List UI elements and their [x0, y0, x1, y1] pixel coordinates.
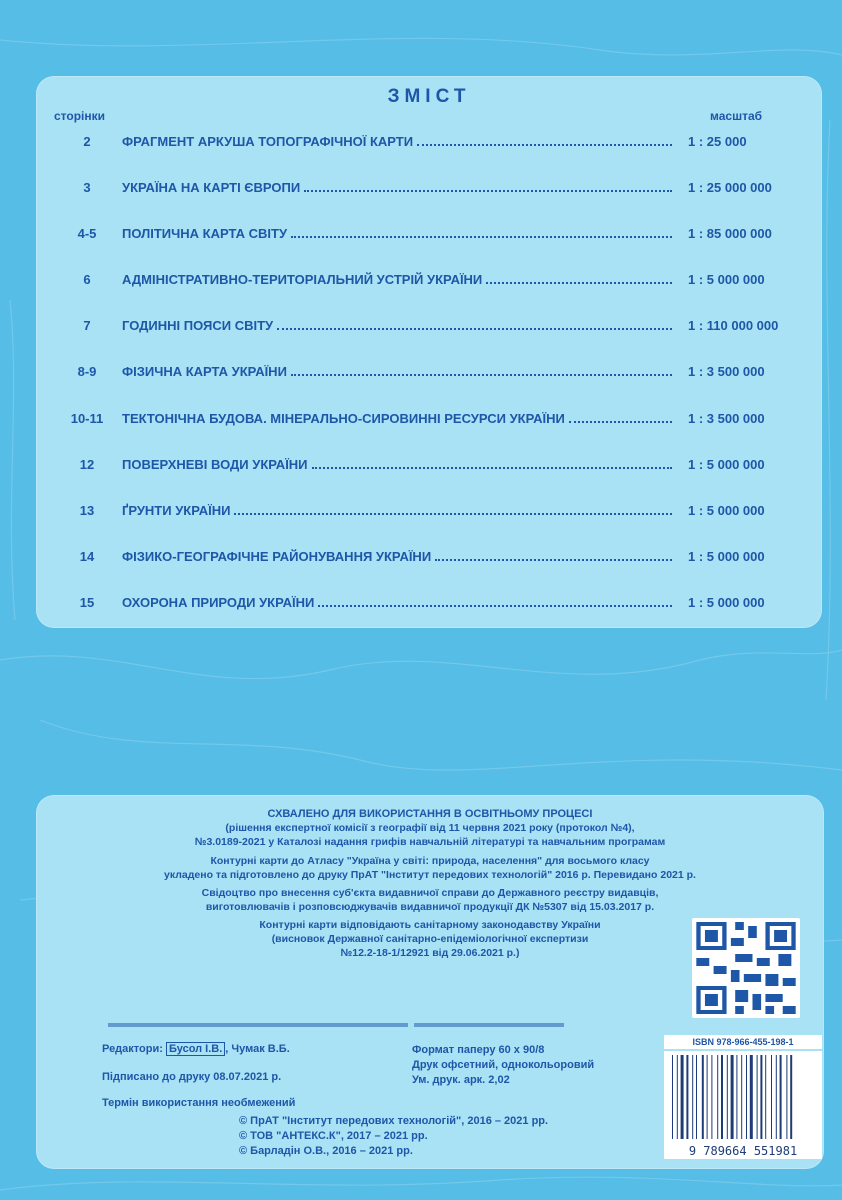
- row-title: ПОВЕРХНЕВІ ВОДИ УКРАЇНИ: [122, 457, 308, 472]
- barcode-bar: [746, 1055, 747, 1139]
- row-title: ПОЛІТИЧНА КАРТА СВІТУ: [122, 226, 288, 241]
- barcode-bar: [760, 1055, 762, 1139]
- row-page: 7: [83, 318, 91, 333]
- dot-leader: [486, 272, 672, 284]
- row-title: ФРАГМЕНТ АРКУША ТОПОГРАФІЧНОЇ КАРТИ: [122, 134, 414, 149]
- barcode-bar: [717, 1055, 718, 1139]
- contents-panel: [36, 76, 822, 628]
- contents-row: [36, 224, 822, 244]
- row-title: ОХОРОНА ПРИРОДИ УКРАЇНИ: [122, 595, 315, 610]
- row-title: ФІЗИКО-ГЕОГРАФІЧНЕ РАЙОНУВАННЯ УКРАЇНИ: [122, 549, 432, 564]
- barcode-bar: [677, 1055, 678, 1139]
- barcode-bar: [696, 1055, 697, 1139]
- certificate-line: Свідоцтво про внесення суб'єкта видавничої справи до Державного реєстру видавців,: [201, 887, 659, 899]
- contents-row: [36, 132, 822, 152]
- row-page: 3: [83, 180, 91, 195]
- barcode-bar: [765, 1055, 766, 1139]
- dot-leader: [318, 595, 672, 607]
- scale-column-header: масштаб: [710, 109, 763, 123]
- certificate-line: виготовлювачів і розповсюджувачів видавничої продукції ДК №5307 від 15.03.2017 р.: [205, 901, 655, 913]
- faded-text-line: [414, 1023, 564, 1027]
- copyright-line: © ТОВ "АНТЕКС.К", 2017 – 2021 рр.: [239, 1130, 428, 1142]
- pages-column-header: сторінки: [54, 109, 106, 123]
- row-scale: 1 : 25 000 000: [688, 180, 772, 195]
- barcode-bar: [727, 1055, 728, 1139]
- faded-text-line: [108, 1023, 408, 1027]
- contents-row: [36, 547, 822, 567]
- row-title: АДМІНІСТРАТИВНО-ТЕРИТОРІАЛЬНИЙ УСТРІЙ УКРАЇНИ: [122, 272, 483, 287]
- row-page: 15: [79, 595, 95, 610]
- dot-leader: [435, 549, 672, 561]
- row-scale: 1 : 5 000 000: [688, 595, 765, 610]
- barcode-bar: [731, 1055, 734, 1139]
- contents-row: [36, 593, 822, 613]
- barcode-bar: [711, 1055, 712, 1139]
- row-page: 6: [83, 272, 91, 287]
- barcode-bar: [776, 1055, 777, 1139]
- dot-leader: [312, 457, 672, 469]
- barcode-bar: [681, 1055, 684, 1139]
- row-scale: 1 : 85 000 000: [688, 226, 772, 241]
- row-scale: 1 : 5 000 000: [688, 272, 765, 287]
- barcode-bar: [686, 1055, 688, 1139]
- row-title: ФІЗИЧНА КАРТА УКРАЇНИ: [122, 364, 287, 379]
- print-type: Друк офсетний, однокольоровий: [412, 1059, 595, 1071]
- sanitary-line: (висновок Державної санітарно-епідеміологічної експертизи: [271, 933, 589, 945]
- contents-title: ЗМІСТ: [387, 86, 471, 107]
- isbn-label: ISBN 978-966-455-198-1: [664, 1035, 822, 1049]
- barcode-bar: [750, 1055, 753, 1139]
- barcode-bar: [786, 1055, 787, 1139]
- signed-date: Підписано до друку 08.07.2021 р.: [102, 1071, 282, 1083]
- barcode-bar: [741, 1055, 742, 1139]
- barcode-bars: [664, 1051, 822, 1143]
- row-scale: 1 : 3 500 000: [688, 364, 765, 379]
- barcode-bar: [672, 1055, 673, 1139]
- dot-leader: [291, 226, 672, 238]
- row-page: 4-5: [77, 226, 97, 241]
- contents-row: [36, 501, 822, 521]
- barcode-bar: [736, 1055, 737, 1139]
- barcode-bar: [771, 1055, 772, 1139]
- qr-code: [692, 918, 800, 1018]
- row-scale: 1 : 5 000 000: [688, 549, 765, 564]
- editors-line: [102, 1043, 290, 1055]
- row-scale: 1 : 5 000 000: [688, 457, 765, 472]
- editors-label: Редактори:: [102, 1043, 163, 1055]
- barcode-bar: [757, 1055, 758, 1139]
- dot-leader: [234, 503, 672, 515]
- row-scale: 1 : 110 000 000: [688, 318, 779, 333]
- row-scale: 1 : 3 500 000: [688, 411, 765, 426]
- approval-detail: №3.0189-2021 у Каталозі надання грифів навчальній літературі та навчальним програмам: [194, 836, 666, 848]
- barcode-digits: 9 789664 551981: [664, 1144, 822, 1158]
- paper-format: Формат паперу 60 x 90/8: [412, 1044, 545, 1056]
- approval-detail: (рішення експертної комісії з географії від 11 червня 2021 року (протокол №4),: [225, 822, 635, 834]
- contents-row: [36, 409, 822, 429]
- approval-heading: СХВАЛЕНО ДЛЯ ВИКОРИСТАННЯ В ОСВІТНЬОМУ ПРОЦЕСІ: [267, 808, 593, 820]
- dot-leader: [417, 134, 672, 146]
- row-page: 8-9: [77, 364, 97, 379]
- barcode-bar: [702, 1055, 704, 1139]
- usage-term: Термін використання необмежений: [102, 1097, 296, 1109]
- row-page: 2: [83, 134, 91, 149]
- dot-leader: [277, 318, 672, 330]
- contents-row: [36, 316, 822, 336]
- sanitary-line: №12.2-18-1/12921 від 29.06.2021 р.): [340, 947, 520, 959]
- print-sheets: Ум. друк. арк. 2,02: [412, 1074, 510, 1086]
- barcode-bar: [721, 1055, 723, 1139]
- row-title: УКРАЇНА НА КАРТІ ЄВРОПИ: [122, 180, 301, 195]
- imprint-panel: [36, 795, 824, 1169]
- contents-row: [36, 455, 822, 475]
- editor-name: , Чумак В.Б.: [225, 1043, 290, 1055]
- barcode: [664, 1051, 822, 1159]
- copyright-line: © Барладін О.В., 2016 – 2021 рр.: [239, 1145, 413, 1157]
- row-page: 10-11: [70, 411, 104, 426]
- row-page: 12: [79, 457, 95, 472]
- copyright-line: © ПрАТ "Інститут передових технологій", 2016 – 2021 рр.: [239, 1115, 549, 1127]
- row-scale: 1 : 25 000: [688, 134, 747, 149]
- row-title: ТЕКТОНІЧНА БУДОВА. МІНЕРАЛЬНО-СИРОВИННІ РЕСУРСИ УКРАЇНИ: [122, 411, 565, 426]
- barcode-bar: [790, 1055, 792, 1139]
- contents-row: [36, 362, 822, 382]
- barcode-bar: [707, 1055, 708, 1139]
- dot-leader: [304, 180, 672, 192]
- row-title: ҐРУНТИ УКРАЇНИ: [122, 503, 231, 518]
- contents-row: [36, 270, 822, 290]
- barcode-bar: [780, 1055, 782, 1139]
- dot-leader: [291, 364, 672, 376]
- barcode-bar: [692, 1055, 693, 1139]
- description-line: укладено та підготовлено до друку ПрАТ "Інститут передових технологій" 2016 р. Перевидано 2021 р.: [164, 869, 696, 881]
- contents-row: [36, 178, 822, 198]
- row-scale: 1 : 5 000 000: [688, 503, 765, 518]
- row-title: ГОДИННІ ПОЯСИ СВІТУ: [122, 318, 274, 333]
- sanitary-line: Контурні карти відповідають санітарному законодавству України: [259, 919, 601, 931]
- description-line: Контурні карти до Атласу "Україна у світі: природа, населення" для восьмого класу: [210, 855, 650, 867]
- row-page: 14: [79, 549, 95, 564]
- editor-name: Бусол І.В.: [166, 1042, 225, 1056]
- dot-leader: [569, 411, 672, 423]
- row-page: 13: [79, 503, 95, 518]
